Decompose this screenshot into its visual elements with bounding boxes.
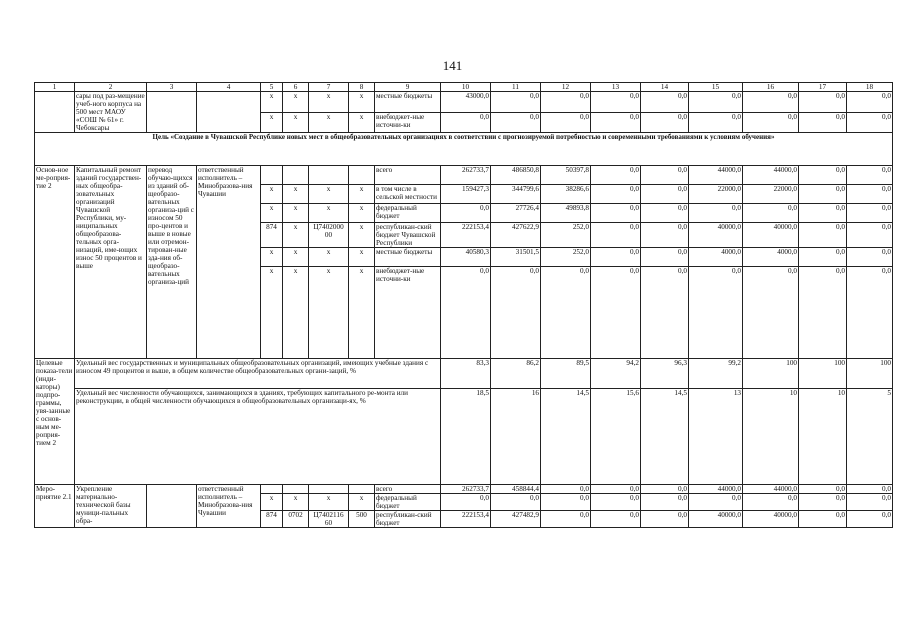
- column-number: 17: [799, 83, 847, 92]
- value-cell: 43000,0: [441, 92, 491, 113]
- column-number: 14: [641, 83, 689, 92]
- value-cell: 14,5: [641, 389, 689, 485]
- column-number: 6: [283, 83, 309, 92]
- code-cell: x: [309, 267, 349, 359]
- code-cell: x: [283, 223, 309, 248]
- value-cell: 44000,0: [743, 166, 799, 185]
- value-cell: 344799,6: [491, 185, 541, 204]
- value-cell: 44000,0: [743, 485, 799, 494]
- value-cell: 0,0: [591, 267, 641, 359]
- value-cell: 0,0: [491, 92, 541, 113]
- value-cell: 44000,0: [689, 485, 743, 494]
- code-cell: x: [283, 248, 309, 267]
- event-name-cell: сары под раз-мещение учеб-ного корпуса на 500 мест МАОУ «СОШ № 61» г. Чебоксары: [76, 92, 145, 132]
- value-cell: 10: [743, 389, 799, 485]
- value-cell: 0,0: [541, 494, 591, 511]
- value-cell: 0,0: [689, 494, 743, 511]
- source-cell: местные бюджеты: [375, 92, 441, 113]
- code-cell: x: [349, 112, 375, 133]
- budget-table: [34, 82, 893, 528]
- code-cell: x: [349, 267, 375, 359]
- value-cell: 0,0: [491, 494, 541, 511]
- value-cell: 4000,0: [743, 248, 799, 267]
- value-cell: 96,3: [641, 359, 689, 389]
- value-cell: 0,0: [541, 267, 591, 359]
- value-cell: 100: [799, 359, 847, 389]
- value-cell: 0,0: [799, 485, 847, 494]
- value-cell: 40000,0: [689, 223, 743, 248]
- value-cell: 13: [689, 389, 743, 485]
- value-cell: 0,0: [591, 248, 641, 267]
- column-number: 16: [743, 83, 799, 92]
- value-cell: 16: [491, 389, 541, 485]
- value-cell: 159427,3: [441, 185, 491, 204]
- value-cell: 427482,9: [491, 511, 541, 528]
- value-cell: 0,0: [847, 494, 893, 511]
- value-cell: 0,0: [491, 267, 541, 359]
- value-cell: 0,0: [641, 92, 689, 113]
- targets-label-cell: Целевые показа-тели (инди-каторы) подпро-граммы, увя-занные с основ-ным ме-роприя-тием 2: [35, 359, 75, 485]
- goal-title: Цель «Создание в Чувашской Республике новых мест в общеобразовательных организациях в соответствии с прогнозируемой потребностью и современными требованиями к условиям обучения»: [35, 133, 893, 166]
- value-cell: 0,0: [591, 204, 641, 223]
- table-row: [35, 485, 893, 494]
- source-cell: федеральный бюджет: [375, 494, 441, 511]
- value-cell: 252,0: [541, 223, 591, 248]
- column-number: 15: [689, 83, 743, 92]
- column-number: 12: [541, 83, 591, 92]
- source-cell: местные бюджеты: [375, 248, 441, 267]
- table-row: [35, 92, 893, 113]
- value-cell: 0,0: [641, 494, 689, 511]
- value-cell: 262733,7: [441, 485, 491, 494]
- goal-row: [35, 133, 893, 166]
- code-cell: [283, 485, 309, 494]
- value-cell: 0,0: [641, 511, 689, 528]
- source-cell: внебюджет-ные источни-ки: [375, 112, 441, 133]
- code-cell: x: [283, 112, 309, 133]
- value-cell: 50397,8: [541, 166, 591, 185]
- value-cell: 0,0: [441, 204, 491, 223]
- value-cell: 49893,8: [541, 204, 591, 223]
- value-cell: 222153,4: [441, 223, 491, 248]
- indicator-text: Удельный вес численности обучающихся, занимающихся в зданиях, требующих капитального ре-монта или реконструкции, в общей численности обучающихся в общеобразовательных организаци-ях, %: [75, 389, 441, 485]
- value-cell: 0,0: [799, 248, 847, 267]
- column-number: 9: [375, 83, 441, 92]
- code-cell: x: [261, 112, 283, 133]
- value-cell: 0,0: [591, 485, 641, 494]
- value-cell: 262733,7: [441, 166, 491, 185]
- event-id-cell: Меро-приятие 2.1: [35, 485, 75, 528]
- value-cell: 22000,0: [743, 185, 799, 204]
- value-cell: 0,0: [689, 112, 743, 133]
- event-name-cell: Капитальный ремонт зданий государствен-ных общеобра-зовательных организаций Чувашской Республики, му-ниципальных общеобразова-тельных орга-низаций, име-ющих износ 50 процентов и выше: [75, 166, 147, 359]
- value-cell: 252,0: [541, 248, 591, 267]
- table-row: [35, 389, 893, 485]
- value-cell: 0,0: [689, 204, 743, 223]
- value-cell: 0,0: [847, 185, 893, 204]
- value-cell: 0,0: [641, 185, 689, 204]
- value-cell: 0,0: [847, 248, 893, 267]
- value-cell: 38286,6: [541, 185, 591, 204]
- value-cell: 44000,0: [689, 166, 743, 185]
- table-row: [35, 359, 893, 389]
- empty-cell: [147, 92, 197, 133]
- source-cell: в том числе в сельской местности: [375, 185, 441, 204]
- value-cell: 0,0: [847, 267, 893, 359]
- code-cell: x: [261, 267, 283, 359]
- value-cell: 0,0: [799, 166, 847, 185]
- value-cell: 15,6: [591, 389, 641, 485]
- source-cell: республикан-ский бюджет Чувашской Республики: [375, 223, 441, 248]
- source-cell: внебюджет-ные источни-ки: [375, 267, 441, 359]
- code-cell: x: [349, 223, 375, 248]
- code-cell: x: [261, 185, 283, 204]
- value-cell: 40000,0: [743, 223, 799, 248]
- value-cell: 0,0: [641, 112, 689, 133]
- value-cell: 0,0: [743, 204, 799, 223]
- code-cell: [309, 485, 349, 494]
- code-cell: [349, 166, 375, 185]
- value-cell: 0,0: [641, 485, 689, 494]
- value-cell: 0,0: [541, 485, 591, 494]
- code-cell: x: [283, 267, 309, 359]
- value-cell: 0,0: [847, 485, 893, 494]
- value-cell: 0,0: [743, 267, 799, 359]
- column-number: 18: [847, 83, 893, 92]
- value-cell: 0,0: [847, 223, 893, 248]
- value-cell: 27726,4: [491, 204, 541, 223]
- value-cell: 0,0: [591, 92, 641, 113]
- code-cell: x: [261, 204, 283, 223]
- value-cell: 222153,4: [441, 511, 491, 528]
- value-cell: 0,0: [441, 494, 491, 511]
- code-cell: [349, 485, 375, 494]
- code-cell: x: [349, 185, 375, 204]
- value-cell: 31501,5: [491, 248, 541, 267]
- value-cell: 100: [847, 359, 893, 389]
- code-cell: [261, 166, 283, 185]
- value-cell: 0,0: [799, 511, 847, 528]
- value-cell: 5: [847, 389, 893, 485]
- column-number: 3: [147, 83, 197, 92]
- value-cell: 0,0: [743, 92, 799, 113]
- code-cell: x: [283, 92, 309, 113]
- value-cell: 0,0: [591, 166, 641, 185]
- code-cell: x: [309, 112, 349, 133]
- value-cell: 0,0: [441, 112, 491, 133]
- indicator-text: Удельный вес государственных и муниципальных общеобразовательных организаций, имеющих учебные здания с износом 49 процентов и выше, в общем количестве общеобразовательных органи-заций, %: [75, 359, 441, 389]
- value-cell: 486850,8: [491, 166, 541, 185]
- value-cell: 0,0: [799, 112, 847, 133]
- value-cell: 0,0: [591, 223, 641, 248]
- value-cell: 0,0: [541, 511, 591, 528]
- value-cell: 0,0: [799, 494, 847, 511]
- code-cell: x: [349, 248, 375, 267]
- value-cell: 427622,9: [491, 223, 541, 248]
- value-cell: 0,0: [541, 112, 591, 133]
- code-cell: x: [309, 494, 349, 511]
- value-cell: 0,0: [541, 92, 591, 113]
- code-cell: 874: [261, 511, 283, 528]
- code-cell: [261, 485, 283, 494]
- value-cell: 40000,0: [689, 511, 743, 528]
- value-cell: 0,0: [689, 92, 743, 113]
- code-cell: x: [261, 92, 283, 113]
- value-cell: 0,0: [847, 112, 893, 133]
- value-cell: 94,2: [591, 359, 641, 389]
- value-cell: 0,0: [799, 185, 847, 204]
- value-cell: 0,0: [799, 223, 847, 248]
- value-cell: 0,0: [847, 92, 893, 113]
- column-number: 8: [349, 83, 375, 92]
- code-cell: [309, 166, 349, 185]
- code-cell: 0702: [283, 511, 309, 528]
- value-cell: 0,0: [591, 112, 641, 133]
- value-cell: 89,5: [541, 359, 591, 389]
- value-cell: 0,0: [591, 185, 641, 204]
- executor-cell: ответственный исполнитель – Минобразова-ния Чувашии: [197, 166, 261, 359]
- column-number: 5: [261, 83, 283, 92]
- code-cell: x: [349, 204, 375, 223]
- column-number: 13: [591, 83, 641, 92]
- column-number: 4: [197, 83, 261, 92]
- value-cell: 22000,0: [689, 185, 743, 204]
- value-cell: 0,0: [641, 267, 689, 359]
- code-cell: Ц7402116 60: [309, 511, 349, 528]
- value-cell: 0,0: [799, 92, 847, 113]
- column-number: 10: [441, 83, 491, 92]
- value-cell: 0,0: [847, 204, 893, 223]
- value-cell: 0,0: [441, 267, 491, 359]
- source-cell: всего: [375, 485, 441, 494]
- value-cell: 4000,0: [689, 248, 743, 267]
- value-cell: 458844,4: [491, 485, 541, 494]
- code-cell: x: [349, 92, 375, 113]
- source-cell: всего: [375, 166, 441, 185]
- value-cell: 100: [743, 359, 799, 389]
- code-cell: x: [283, 185, 309, 204]
- code-cell: x: [283, 494, 309, 511]
- column-number: 1: [35, 83, 75, 92]
- value-cell: 0,0: [847, 166, 893, 185]
- column-number: 2: [75, 83, 147, 92]
- value-cell: 86,2: [491, 359, 541, 389]
- value-cell: 0,0: [689, 267, 743, 359]
- code-cell: x: [309, 185, 349, 204]
- value-cell: 99,2: [689, 359, 743, 389]
- value-cell: 0,0: [491, 112, 541, 133]
- value-cell: 0,0: [591, 511, 641, 528]
- empty-cell: [197, 92, 261, 133]
- event-id-cell: Основ-ное ме-роприя-тие 2: [35, 166, 75, 359]
- code-cell: x: [309, 248, 349, 267]
- value-cell: 0,0: [743, 494, 799, 511]
- code-cell: x: [309, 204, 349, 223]
- value-cell: 0,0: [641, 204, 689, 223]
- value-cell: 14,5: [541, 389, 591, 485]
- code-cell: x: [261, 494, 283, 511]
- value-cell: 40000,0: [743, 511, 799, 528]
- executor-cell: ответственный исполнитель – Минобразова-ния Чувашии: [197, 485, 261, 528]
- column-number: 11: [491, 83, 541, 92]
- value-cell: 83,3: [441, 359, 491, 389]
- code-cell: x: [309, 92, 349, 113]
- header-row: [35, 83, 893, 92]
- code-cell: 500: [349, 511, 375, 528]
- value-cell: 0,0: [743, 112, 799, 133]
- code-cell: Ц7402000 00: [309, 223, 349, 248]
- value-cell: 18,5: [441, 389, 491, 485]
- value-cell: 0,0: [641, 166, 689, 185]
- value-cell: 0,0: [641, 223, 689, 248]
- code-cell: x: [261, 248, 283, 267]
- value-cell: 0,0: [591, 494, 641, 511]
- code-cell: 874: [261, 223, 283, 248]
- table-row: [35, 166, 893, 185]
- column-number: 7: [309, 83, 349, 92]
- value-cell: 0,0: [799, 267, 847, 359]
- value-cell: 0,0: [641, 248, 689, 267]
- value-cell: 40580,3: [441, 248, 491, 267]
- code-cell: x: [349, 494, 375, 511]
- empty-cell: [147, 485, 197, 528]
- source-cell: республикан-ский бюджет: [375, 511, 441, 528]
- event-result-cell: перевод обучаю-щихся из зданий об-щеобразо-вательных организа-ций с износом 50 про-центов и выше в новые или отремон-тирован-ные зда-ния об-щеобразо-вательных организа-ций: [147, 166, 197, 359]
- value-cell: 10: [799, 389, 847, 485]
- source-cell: федеральный бюджет: [375, 204, 441, 223]
- value-cell: 0,0: [847, 511, 893, 528]
- code-cell: x: [283, 204, 309, 223]
- value-cell: 0,0: [799, 204, 847, 223]
- empty-cell: [35, 92, 75, 133]
- code-cell: [283, 166, 309, 185]
- page-number: 141: [442, 58, 463, 73]
- event-name-cell: Укрепление материально-технической базы муници-пальных обра-: [75, 485, 147, 528]
